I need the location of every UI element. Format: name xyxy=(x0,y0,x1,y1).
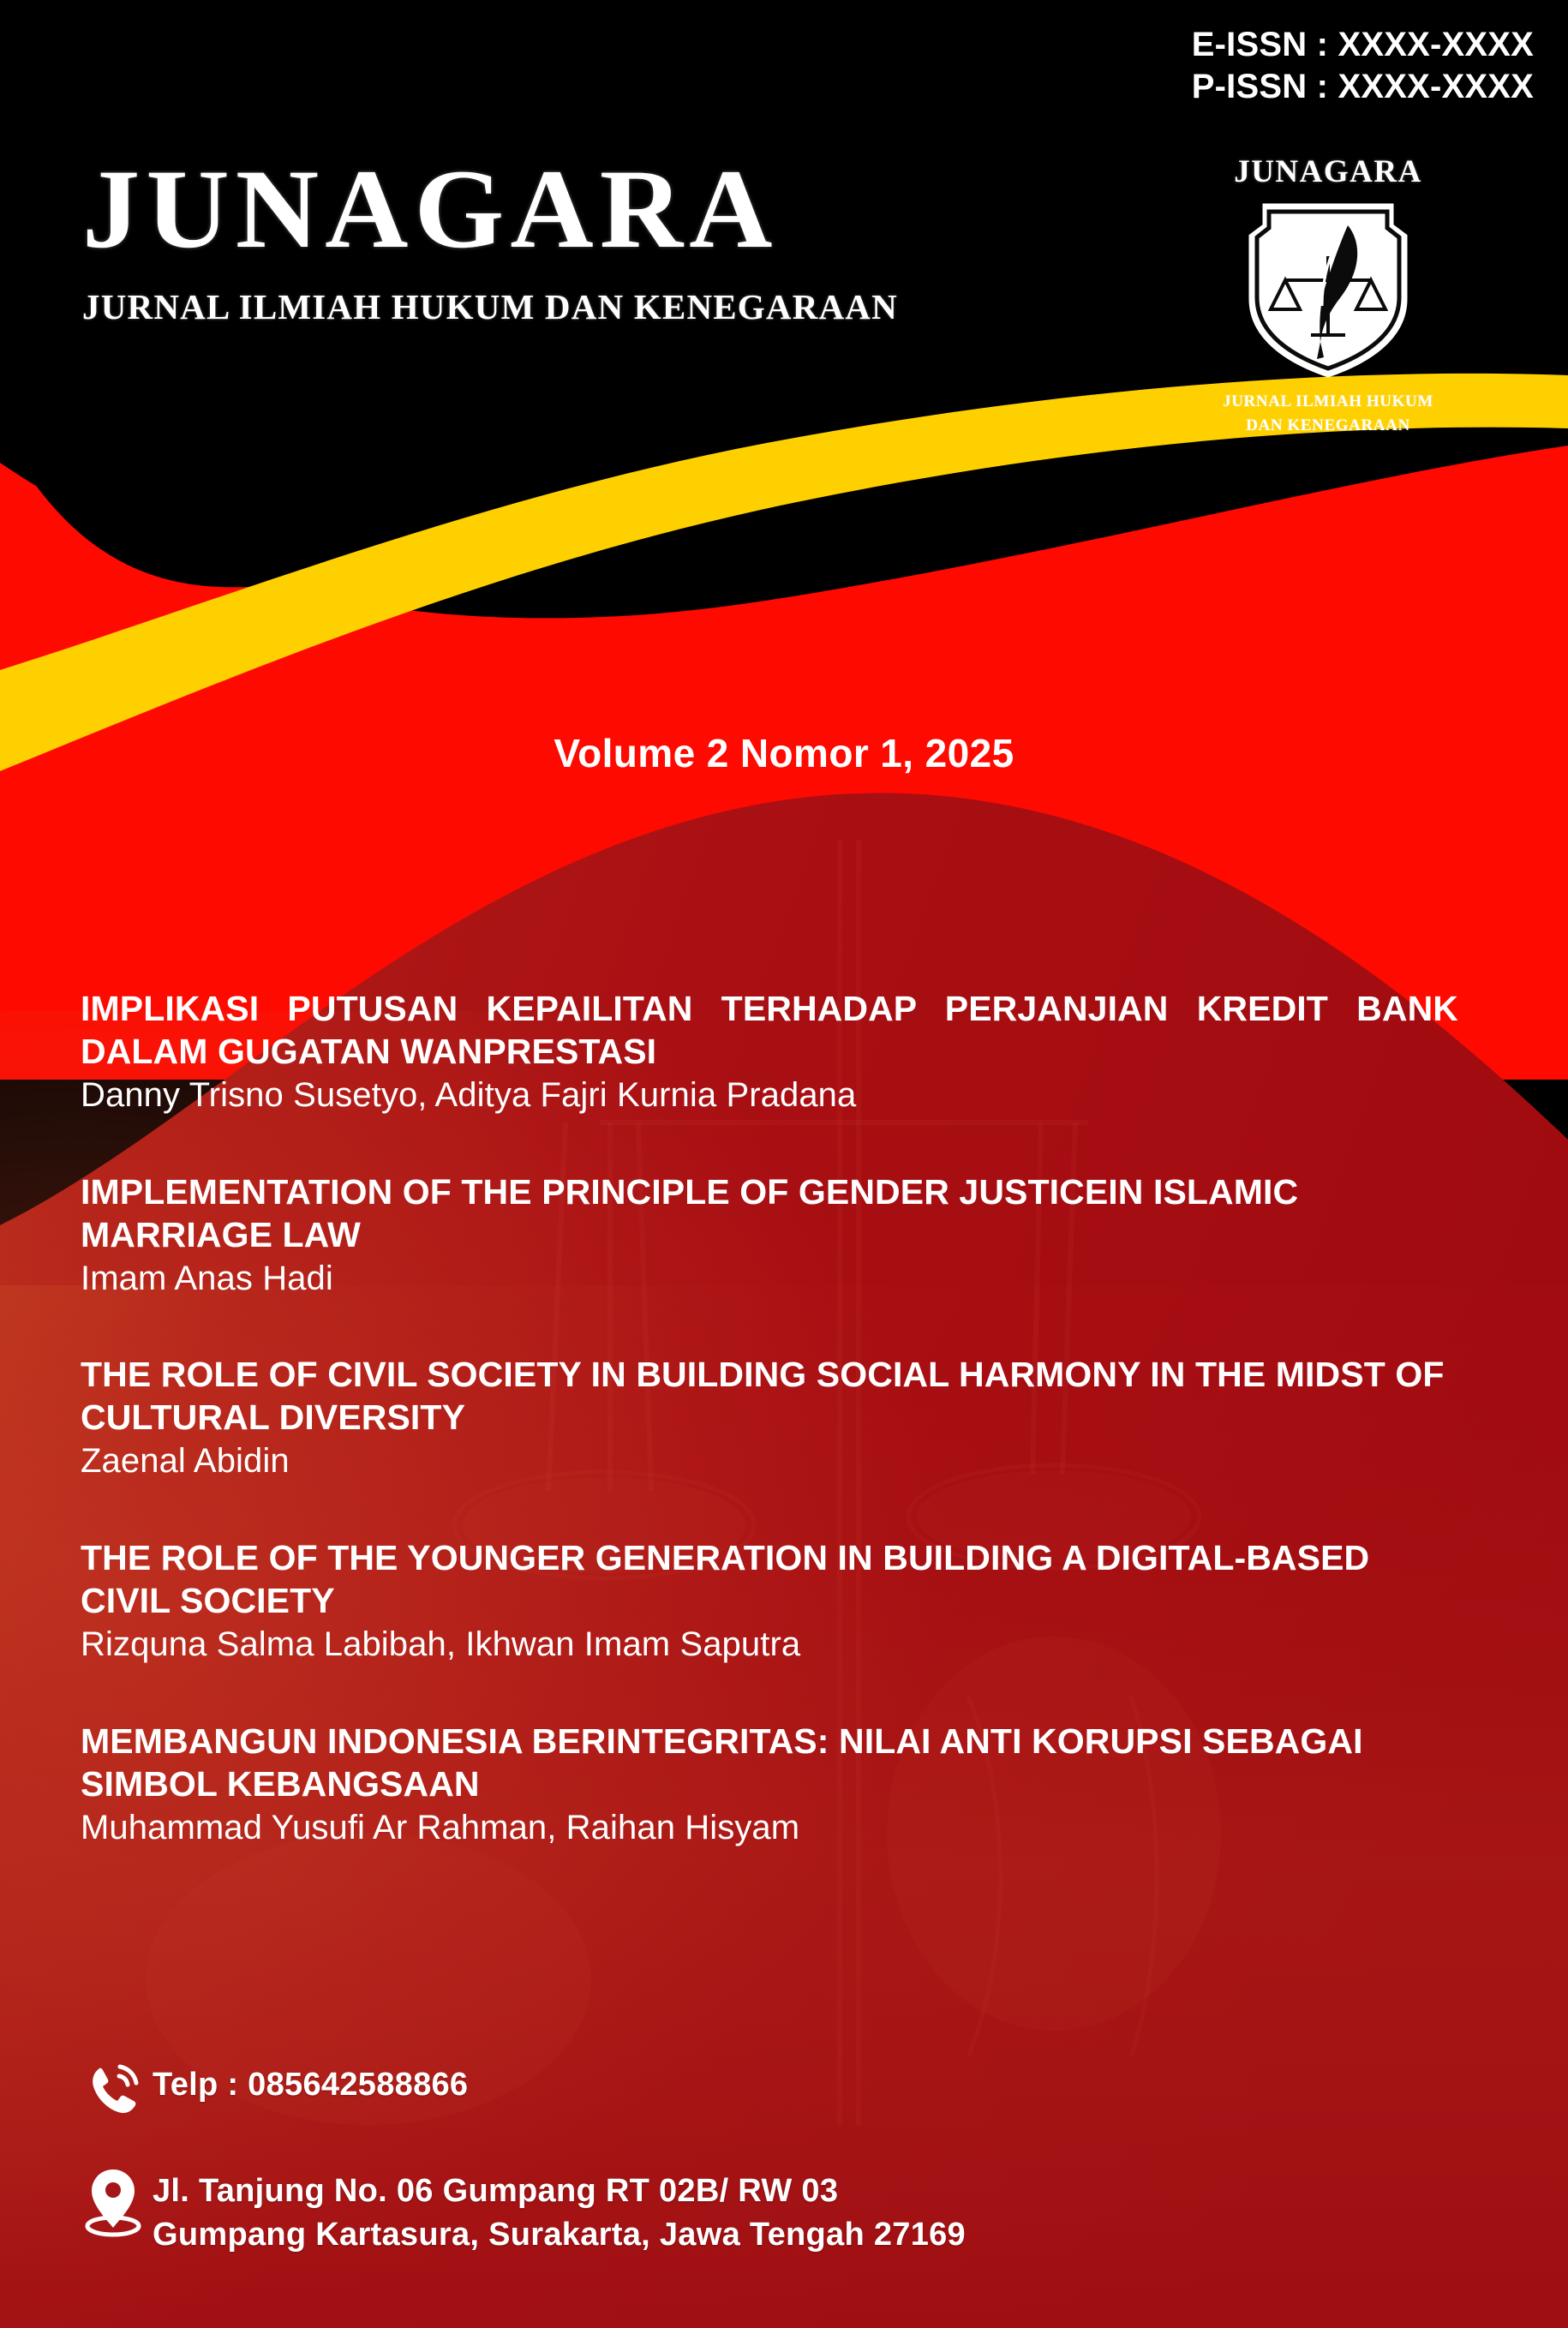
article-authors: Danny Trisno Susetyo, Aditya Fajri Kurnia Pradana xyxy=(81,1076,857,1115)
logo-wordmark: JUNAGARA xyxy=(1234,154,1422,189)
pissn-line: P-ISSN : XXXX-XXXX xyxy=(1191,67,1534,105)
location-pin-icon xyxy=(74,2163,153,2238)
article-authors: Rizquna Salma Labibah, Ikhwan Imam Saputra xyxy=(81,1625,801,1663)
contact-address-row xyxy=(74,2163,1102,2256)
article-title: IMPLEMENTATION OF THE PRINCIPLE OF GENDER JUSTICEIN ISLAMIC MARRIAGE LAW xyxy=(81,1171,1299,1254)
logo-caption xyxy=(1200,390,1457,437)
journal-title: JUNAGARA xyxy=(82,146,779,272)
list-item xyxy=(81,1170,1458,1301)
phone-icon xyxy=(74,2056,153,2120)
list-item xyxy=(81,1353,1458,1483)
article-title: IMPLIKASI PUTUSAN KEPAILITAN TERHADAP PERJANJIAN KREDIT BANK DALAM GUGATAN WANPRESTASI xyxy=(81,989,1458,1072)
list-item xyxy=(81,987,1458,1117)
eissn-line: E-ISSN : XXXX-XXXX xyxy=(1191,26,1534,63)
volume-issue-line: Volume 2 Nomor 1, 2025 xyxy=(554,731,1014,775)
article-authors: Imam Anas Hadi xyxy=(81,1259,333,1297)
logo-caption-line-1: JURNAL ILMIAH HUKUM xyxy=(1223,392,1433,410)
address-text xyxy=(153,2163,966,2256)
shield-icon xyxy=(1200,191,1457,388)
masthead xyxy=(82,146,898,327)
article-authors: Muhammad Yusufi Ar Rahman, Raihan Hisyam xyxy=(81,1808,800,1846)
journal-subtitle: JURNAL ILMIAH HUKUM DAN KENEGARAAN xyxy=(82,287,898,326)
address-line-1: Jl. Tanjung No. 06 Gumpang RT 02B/ RW 03 xyxy=(153,2173,839,2209)
logo-caption-line-2: DAN KENEGARAAN xyxy=(1246,416,1410,434)
article-title: THE ROLE OF CIVIL SOCIETY IN BUILDING SOCIAL HARMONY IN THE MIDST OF CULTURAL DIVERSITY xyxy=(81,1355,1445,1438)
article-title: THE ROLE OF THE YOUNGER GENERATION IN BUILDING A DIGITAL-BASED CIVIL SOCIETY xyxy=(81,1537,1370,1620)
journal-logo xyxy=(1200,156,1457,439)
contact-block xyxy=(74,2056,1102,2256)
list-item xyxy=(81,1536,1458,1667)
list-item xyxy=(81,1720,1458,1850)
issn-block xyxy=(1192,24,1534,108)
phone-text: Telp : 085642588866 xyxy=(153,2067,469,2103)
address-line-2: Gumpang Kartasura, Surakarta, Jawa Tengah 27169 xyxy=(153,2216,966,2253)
article-authors: Zaenal Abidin xyxy=(81,1442,290,1481)
contact-phone-row xyxy=(74,2056,1102,2120)
article-list xyxy=(81,987,1458,1849)
article-title: MEMBANGUN INDONESIA BERINTEGRITAS: NILAI ANTI KORUPSI SEBAGAI SIMBOL KEBANGSAAN xyxy=(81,1721,1363,1804)
